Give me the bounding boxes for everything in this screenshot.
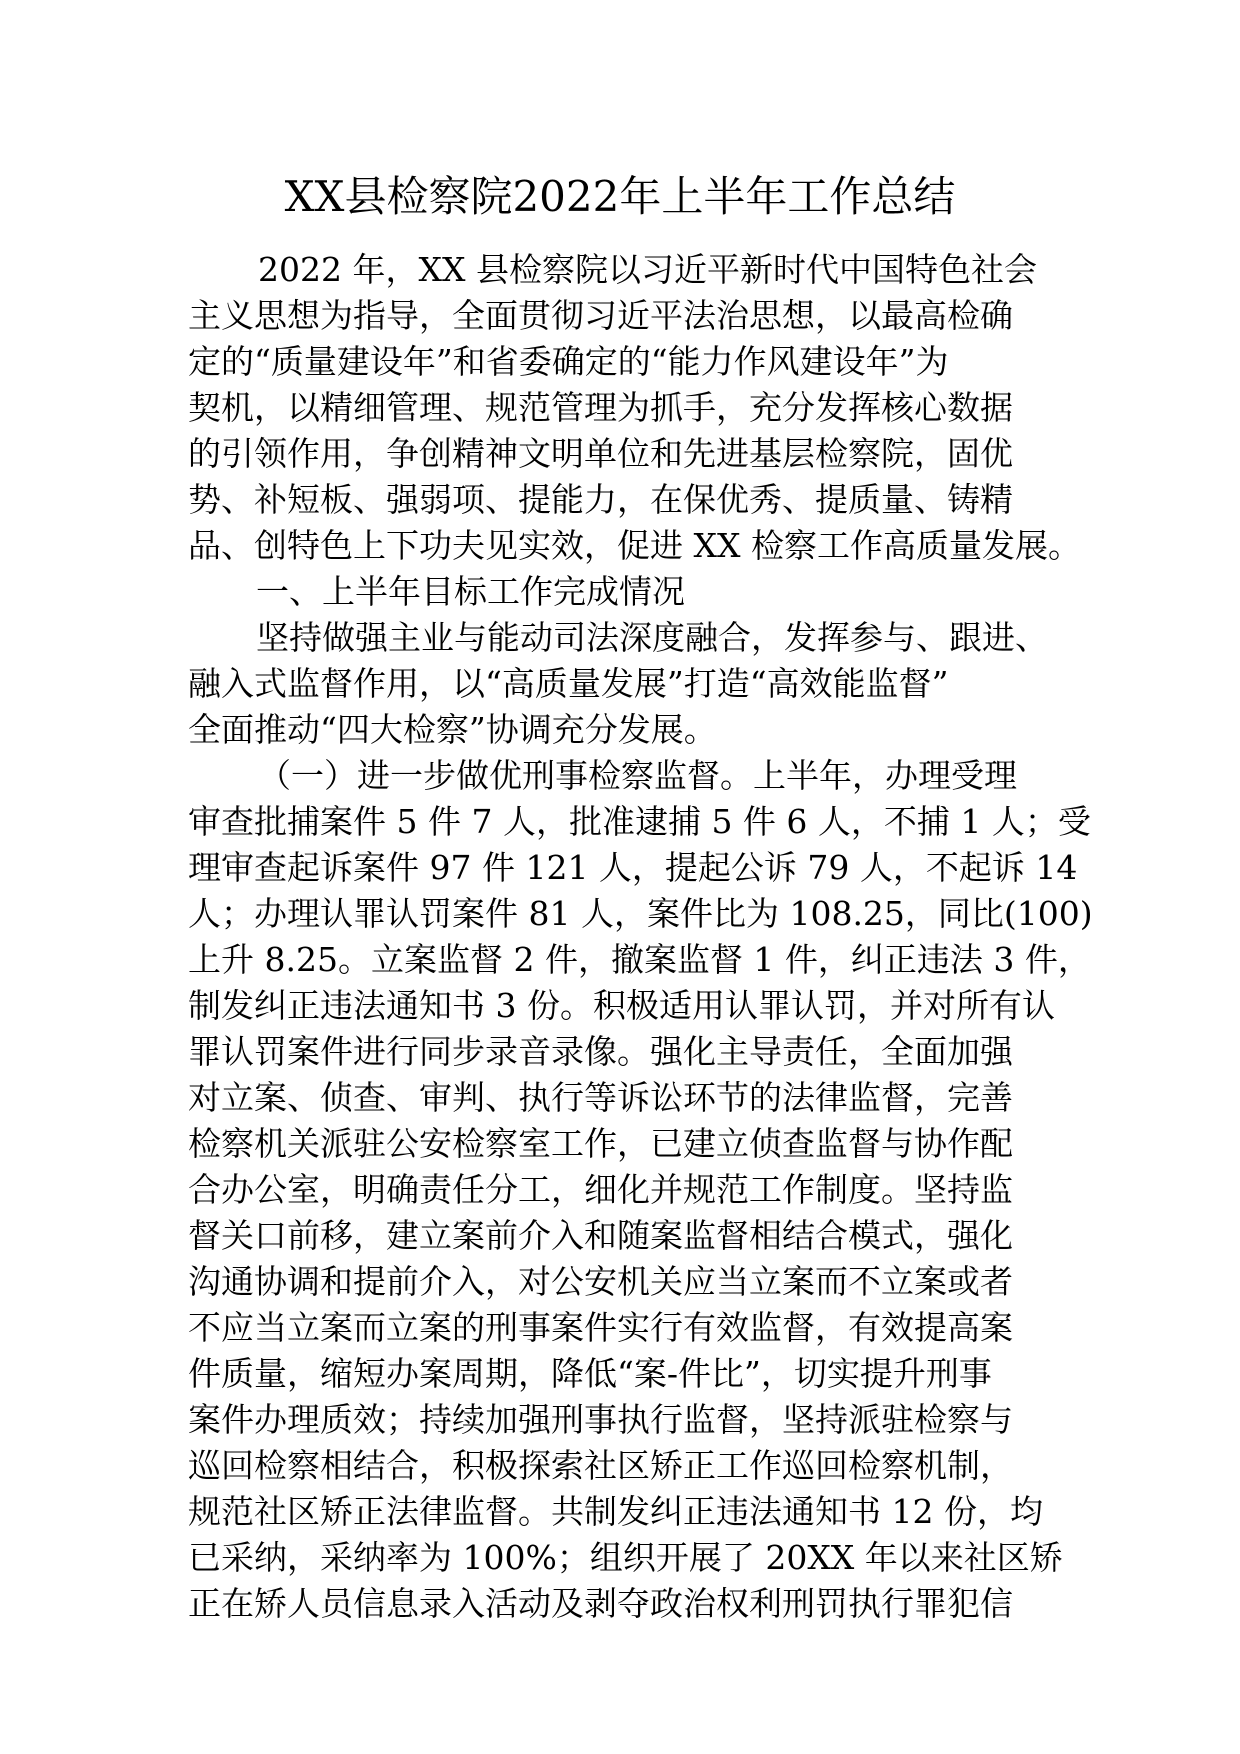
text-line: 督关口前移，建立案前介入和随案监督相结合模式，强化	[188, 1216, 1013, 1255]
text-line: 主义思想为指导，全面贯彻习近平法治思想，以最高检确	[188, 296, 1013, 335]
section-heading: 一、上半年目标工作完成情况	[256, 572, 685, 611]
text-line: 沟通协调和提前介入，对公安机关应当立案而不立案或者	[188, 1262, 1013, 1301]
text-line: 理审查起诉案件 97 件 121 人，提起公诉 79 人，不起诉 14	[188, 848, 1078, 887]
text-line: 全面推动“四大检察”协调充分发展。	[188, 710, 717, 749]
text-line: 巡回检察相结合，积极探索社区矫正工作巡回检察机制，	[188, 1446, 1013, 1485]
text-line: 不应当立案而立案的刑事案件实行有效监督，有效提高案	[188, 1308, 1013, 1347]
document-title: XX县检察院2022年上半年工作总结	[284, 172, 956, 221]
text-line: 件质量，缩短办案周期，降低“案-件比”，切实提升刑事	[188, 1354, 992, 1393]
text-line: 检察机关派驻公安检察室工作，已建立侦查监督与协作配	[188, 1124, 1013, 1163]
text-line: 的引领作用，争创精神文明单位和先进基层检察院，固优	[188, 434, 1013, 473]
text-line: 规范社区矫正法律监督。共制发纠正违法通知书 12 份，均	[188, 1492, 1043, 1531]
text-line: 正在矫人员信息录入活动及剥夺政治权利刑罚执行罪犯信	[188, 1584, 1013, 1623]
text-line: 对立案、侦查、审判、执行等诉讼环节的法律监督，完善	[188, 1078, 1013, 1117]
text-line: 2022 年，XX 县检察院以习近平新时代中国特色社会	[258, 250, 1037, 289]
text-line: 上升 8.25。立案监督 2 件，撤案监督 1 件，纠正违法 3 件，	[188, 940, 1091, 979]
text-line: 人；办理认罪认罚案件 81 人，案件比为 108.25，同比(100)	[188, 894, 1093, 933]
text-line: 契机，以精细管理、规范管理为抓手，充分发挥核心数据	[188, 388, 1013, 427]
text-line: 势、补短板、强弱项、提能力，在保优秀、提质量、铸精	[188, 480, 1013, 519]
text-line: 制发纠正违法通知书 3 份。积极适用认罪认罚，并对所有认	[188, 986, 1055, 1025]
text-line: 已采纳，采纳率为 100%；组织开展了 20XX 年以来社区矫	[188, 1538, 1063, 1577]
text-line: 审查批捕案件 5 件 7 人，批准逮捕 5 件 6 人，不捕 1 人；受	[188, 802, 1091, 841]
text-line: 合办公室，明确责任分工，细化并规范工作制度。坚持监	[188, 1170, 1013, 1209]
text-line: 融入式监督作用，以“高质量发展”打造“高效能监督”	[188, 664, 949, 703]
text-line: 罪认罚案件进行同步录音录像。强化主导责任，全面加强	[188, 1032, 1013, 1071]
text-line: 坚持做强主业与能动司法深度融合，发挥参与、跟进、	[256, 618, 1048, 657]
subsection-heading: （一）进一步做优刑事检察监督。上半年，办理受理	[258, 756, 1017, 795]
text-line: 案件办理质效；持续加强刑事执行监督，坚持派驻检察与	[188, 1400, 1013, 1439]
text-line: 定的“质量建设年”和省委确定的“能力作风建设年”为	[188, 342, 949, 381]
text-line: 品、创特色上下功夫见实效，促进 XX 检察工作高质量发展。	[188, 526, 1081, 565]
